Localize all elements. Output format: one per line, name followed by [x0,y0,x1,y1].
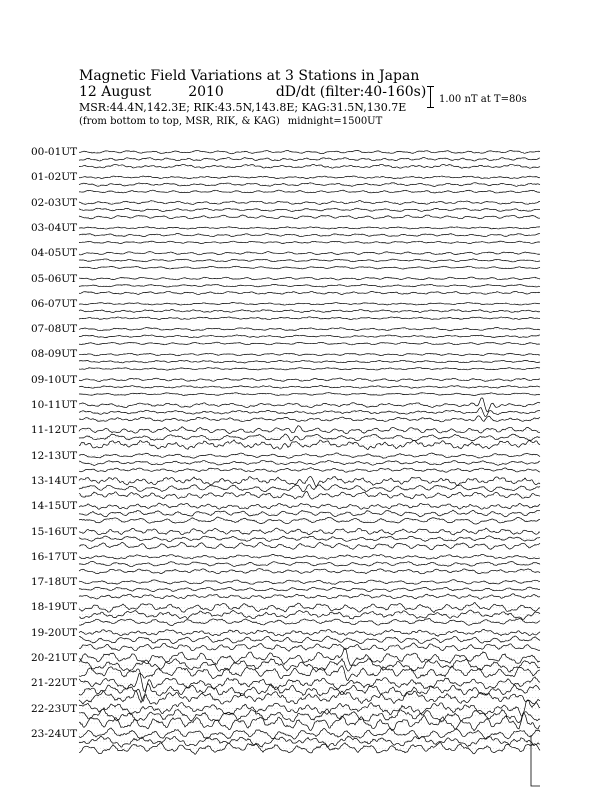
row-label: 00-01UT [31,146,78,158]
station-coordinates: MSR:44.4N,142.3E; RIK:43.5N,143.8E; KAG:31.5N,130.7E [79,101,407,114]
waveform-trace-msr [79,426,540,434]
waveform-trace-kag [79,164,540,168]
row-label: 10-11UT [31,399,78,411]
waveform-trace-rik [79,484,540,491]
midnight-note: midnight=1500UT [287,116,383,127]
waveform-trace-msr [79,398,540,412]
row-label: 16-17UT [31,550,78,563]
row-label: 17-18UT [31,576,78,589]
waveform-trace-rik [79,408,540,417]
row-label: 07-08UT [31,323,78,336]
scale-label: 1.00 nT at T=80s [439,94,527,105]
waveform-trace-msr [79,648,540,666]
row-label: 08-09UT [31,348,78,361]
row-label: 13-14UT [31,474,78,487]
waveform-trace-msr [79,580,540,585]
waveform-trace-rik [79,510,540,517]
date-month: August [101,84,152,100]
waveform-trace-rik [79,736,540,747]
filter-label: (filter:40-160s) [319,84,427,100]
row-label: 09-10UT [31,373,78,386]
date-year: 2010 [188,84,224,100]
row-label: 04-05UT [31,247,78,260]
waveform-trace-msr [79,277,540,280]
waveform-trace-kag [79,190,540,193]
row-label: 20-21UT [31,652,78,664]
waveform-trace-rik [79,434,540,441]
row-label: 12-13UT [31,449,78,462]
chart-title: Magnetic Field Variations at 3 Stations in Japan [79,68,420,84]
waveform-trace-rik [79,460,540,465]
row-label: 05-06UT [31,272,78,285]
row-label: 11-12UT [31,424,78,437]
waveform-trace-kag [79,368,540,371]
waveform-trace-kag [79,619,540,626]
row-label: 22-23UT [31,702,78,715]
row-label: 21-22UT [31,677,78,690]
waveform-trace-kag [79,266,540,269]
row-label: 01-02UT [31,171,78,184]
row-label: 06-07UT [31,297,78,310]
waveform-trace-kag [79,416,540,422]
waveform-trace-msr [79,554,540,559]
row-label: 03-04UT [31,221,78,234]
quantity-label: dD/dt [275,84,316,100]
order-note: (from bottom to top, MSR, RIK, & KAG) [79,116,280,127]
waveform-trace-msr [79,150,540,153]
row-label: 15-16UT [31,525,78,538]
row-label: 14-15UT [31,500,78,513]
row-label: 18-19UT [31,601,78,614]
waveform-trace-kag [79,666,540,681]
waveform-trace-kag [79,468,540,473]
row-label: 19-20UT [31,626,78,639]
row-label: 23-24UT [31,727,78,740]
waveform-trace-rik [79,234,540,237]
date-day: 12 [79,84,97,100]
row-label: 02-03UT [31,196,78,209]
waveform-trace-msr [79,302,540,305]
